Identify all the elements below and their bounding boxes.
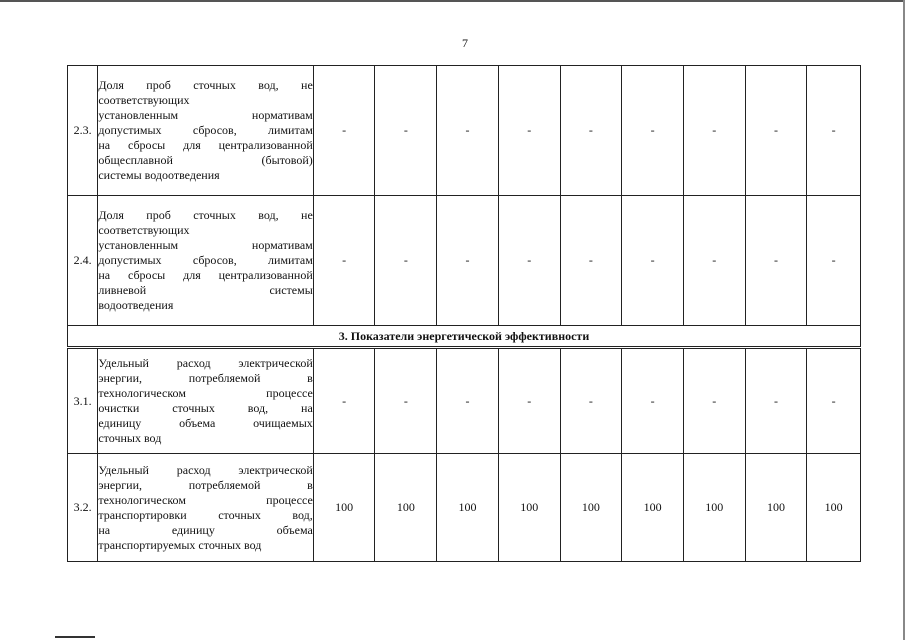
table-row-2-4 — [68, 196, 861, 326]
row-number: 3.2. — [68, 454, 98, 562]
row-name-line: сточных вод — [98, 431, 162, 445]
row-name-line: очистки сточных вод, на — [98, 401, 313, 415]
value-cell: - — [745, 348, 807, 454]
row-name-line: ливневой системы — [98, 283, 313, 297]
value-cell: - — [807, 66, 861, 196]
value-cell: - — [498, 66, 560, 196]
row-number: 2.3. — [68, 66, 98, 196]
row-name-line: Удельный расход электрической — [98, 462, 313, 477]
value-cell: - — [313, 66, 375, 196]
value-cell: 100 — [683, 454, 745, 562]
row-name-line: соответствующих — [98, 93, 190, 107]
row-number: 3.1. — [68, 348, 98, 454]
value-cell: - — [807, 196, 861, 326]
row-name — [98, 348, 313, 454]
value-cell: - — [313, 348, 375, 454]
row-name — [98, 454, 313, 562]
row-name-line: на единицу объема — [98, 522, 313, 537]
value-cell: - — [437, 66, 499, 196]
value-cell: - — [313, 196, 375, 326]
value-cell: - — [498, 348, 560, 454]
value-cell: 100 — [807, 454, 861, 562]
value-cell: - — [437, 196, 499, 326]
table-row-3-2 — [68, 454, 861, 562]
row-name-line: соответствующих — [98, 223, 190, 237]
table-row-2-3 — [68, 66, 861, 196]
value-cell: 100 — [498, 454, 560, 562]
value-cell: - — [745, 66, 807, 196]
value-cell: - — [375, 66, 437, 196]
row-name-line: допустимых сбросов, лимитам — [98, 123, 313, 137]
page-number: 7 — [462, 36, 468, 50]
value-cell: - — [560, 66, 622, 196]
value-cell: - — [622, 196, 684, 326]
row-name-line: общесплавной (бытовой) — [98, 153, 313, 167]
row-name — [98, 196, 313, 326]
row-name-line: энергии, потребляемой в — [98, 371, 313, 385]
value-cell: 100 — [745, 454, 807, 562]
value-cell: - — [622, 66, 684, 196]
value-cell: - — [745, 196, 807, 326]
value-cell: - — [807, 348, 861, 454]
value-cell: - — [560, 348, 622, 454]
value-cell: 100 — [622, 454, 684, 562]
row-name-line: Удельный расход электрической — [98, 356, 313, 370]
indicators-table — [67, 65, 861, 562]
row-name-line: системы водоотведения — [98, 168, 220, 182]
value-cell: - — [437, 348, 499, 454]
row-name — [98, 66, 313, 196]
table-row-3-1 — [68, 348, 861, 454]
row-name-line: допустимых сбросов, лимитам — [98, 253, 313, 267]
row-number: 2.4. — [68, 196, 98, 326]
value-cell: - — [498, 196, 560, 326]
row-name-line: Доля проб сточных вод, не — [98, 208, 313, 222]
value-cell: 100 — [375, 454, 437, 562]
section-row — [68, 326, 861, 348]
row-name-line: транспортируемых сточных вод — [98, 537, 262, 552]
row-name-line: технологическом процессе — [98, 386, 313, 400]
row-name-line: на сбросы для централизованной — [98, 138, 313, 152]
row-name-line: Доля проб сточных вод, не — [98, 78, 313, 92]
value-cell: - — [683, 196, 745, 326]
row-name-line: водоотведения — [98, 298, 174, 312]
footer-mark — [55, 636, 95, 638]
value-cell: 100 — [560, 454, 622, 562]
value-cell: - — [683, 66, 745, 196]
row-name-line: технологическом процессе — [98, 492, 313, 507]
value-cell: 100 — [437, 454, 499, 562]
row-name-line: транспортировки сточных вод, — [98, 507, 313, 522]
value-cell: - — [683, 348, 745, 454]
row-name-line: на сбросы для централизованной — [98, 268, 313, 282]
value-cell: - — [375, 196, 437, 326]
value-cell: 100 — [313, 454, 375, 562]
value-cell: - — [375, 348, 437, 454]
page-edge-top — [0, 0, 905, 2]
section-title: 3. Показатели энергетической эффективности — [68, 326, 861, 348]
row-name-line: установленным нормативам — [98, 238, 313, 252]
row-name-line: установленным нормативам — [98, 108, 313, 122]
row-name-line: энергии, потребляемой в — [98, 477, 313, 492]
row-name-line: единицу объема очищаемых — [98, 416, 313, 430]
value-cell: - — [560, 196, 622, 326]
value-cell: - — [622, 348, 684, 454]
